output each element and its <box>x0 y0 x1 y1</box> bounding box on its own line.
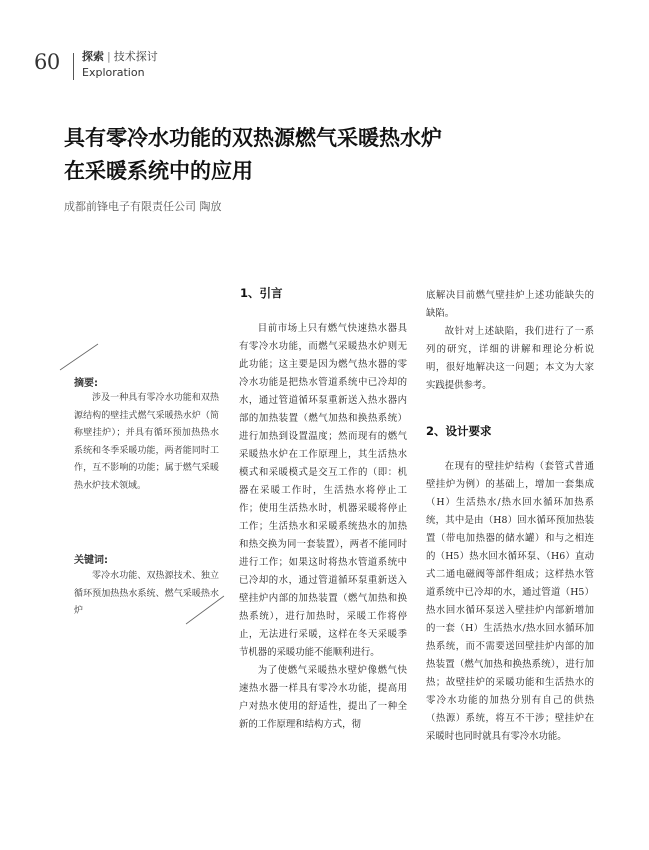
subsection-name: 技术探讨 <box>113 50 158 63</box>
section-heading-design: 2、设计要求 <box>426 424 492 438</box>
article-title <box>64 122 584 188</box>
title-line: 具有零冷水功能的双热源燃气采暖热水炉 <box>64 126 442 150</box>
paragraph: 为了使燃气采暖热水壁炉像燃气快速热水器一样具有零冷水功能，提高用户对热水使用的舒适性，提出了一种全新的工作原理和结构方式，彻 <box>239 665 407 730</box>
section-heading-intro: 1、引言 <box>240 286 283 300</box>
section-label <box>82 48 158 64</box>
keywords-label: 关键词: <box>74 555 108 566</box>
section-separator: | <box>107 50 111 63</box>
paragraph: 底解决目前燃气壁挂炉上述功能缺失的缺陷。 <box>426 290 594 319</box>
paragraph: 目前市场上只有燃气快速热水器具有零冷水功能，而燃气采暖热水炉则无此功能；这主要是因为燃气热水器的零冷水功能是把热水管道系统中已冷却的水，通过管道循环泵重新送入热水器内部的加热装置（燃气加热和换热系统）进行加热到设置温度；然而现有的燃气采暖热水炉在工作原理上，其生活热水模式和采暖模式是交互工作的（即：机器在采暖工作时，生活热水将停止工作；使用生活热水时，机器采暖将停止工作；生活热水和采暖系统热水的加热和热交换为同一套装置），两者不能同时进行工作；如果这时将热水管道系统中已冷却的水，通过管道循环泵重新送入壁挂炉内部的加热装置（燃气加热和换热系统），进行加热时，采暖工作将停止，无法进行采暖，这样在冬天采暖季节机器的采暖功能不能顺利进行。 <box>239 323 407 658</box>
keywords-text: 零冷水功能、双热源技术、独立循环预加热热水系统、燃气采暖热水炉 <box>74 571 219 617</box>
decorative-slash-top <box>58 342 100 372</box>
abstract-text: 涉及一种具有零冷水功能和双热源结构的壁挂式燃气采暖热水炉（简称壁挂炉）；并具有循环预加热热水系统和冬季采暖功能，两者能同时工作，互不影响的功能；属于燃气采暖热水炉技术领域。 <box>74 393 219 491</box>
paragraph: 故针对上述缺陷，我们进行了一系列的研究，详细的讲解和理论分析说明，很好地解决这一问题；本文为大家实践提供参考。 <box>426 326 594 391</box>
decorative-slash-bottom <box>184 594 226 626</box>
section-name: 探索 <box>82 50 104 63</box>
body-column-2-top <box>426 287 594 395</box>
section-name-english: Exploration <box>82 66 145 79</box>
body-column-1 <box>239 320 407 734</box>
title-line: 在采暖系统中的应用 <box>64 159 253 183</box>
paragraph: 在现有的壁挂炉结构（套管式普通壁挂炉为例）的基础上，增加一套集成（H）生活热水/热水回水循环加热系统，其中是由（H8）回水循环预加热装置（带电加热器的储水罐）和与之相连的（H5）热水回水循环泵、（H6）直动式二通电磁阀等部件组成；这样热水管道系统中已冷却的水，通过管道（H5）热水回水循环泵送入壁挂炉内部新增加的一套（H）生活热水/热水回水循环加热系统，而不需要送回壁挂炉内部的加热装置（燃气加热和换热系统），进行加热；故壁挂炉的采暖功能和生活热水的零冷水功能的加热分别有自己的供热（热源）系统，将互不干涉；壁挂炉在采暖时也同时就具有零冷水功能。 <box>426 461 594 742</box>
body-column-2-bottom <box>426 458 594 746</box>
author-line: 成都前锋电子有限责任公司 陶放 <box>64 200 222 213</box>
page-number: 60 <box>34 50 60 74</box>
header-divider <box>73 53 74 80</box>
abstract-label: 摘要: <box>74 378 98 389</box>
